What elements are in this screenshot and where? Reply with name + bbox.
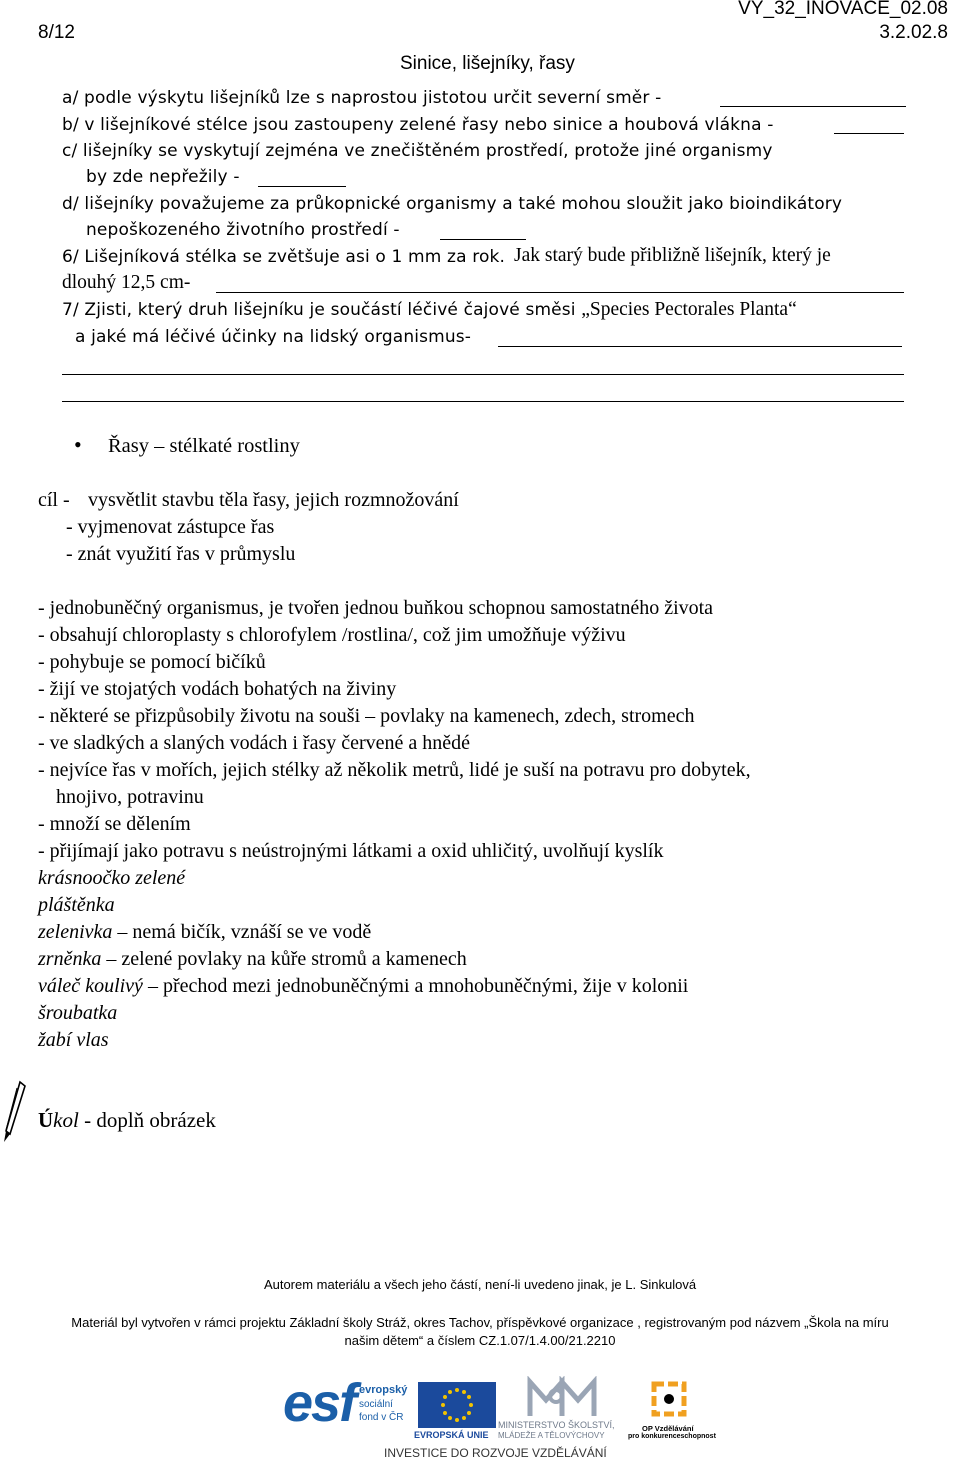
- fact-item: - jednobuněčný organismus, je tvořen jednou buňkou schopnou samostatného života: [38, 597, 714, 619]
- eu-label: EVROPSKÁ UNIE: [414, 1430, 489, 1440]
- fact-item: - pohybuje se pomocí bičíků: [38, 651, 266, 673]
- species-name: žabí vlas: [38, 1029, 109, 1051]
- esf-text: evropský: [359, 1384, 408, 1396]
- eu-flag-icon: [418, 1382, 496, 1428]
- fact-item: hnojivo, potravinu: [56, 786, 204, 808]
- question-7-line2: a jaké má léčivé účinky na lidský organismus-: [75, 327, 472, 347]
- section-bullet: •: [74, 432, 82, 457]
- question-c-line2: by zde nepřežily -: [86, 167, 240, 187]
- op-vk-label: OP Vzdělávání: [642, 1424, 694, 1433]
- task-label-first-letter: Ú: [38, 1108, 54, 1132]
- question-b: b/ v lišejníkové stélce jsou zastoupeny zelené řasy nebo sinice a houbová vlákna -: [62, 115, 774, 135]
- section-title: Řasy – stélkaté rostliny: [108, 435, 300, 457]
- species-item: [38, 867, 185, 890]
- species-name: pláštěnka: [38, 894, 115, 916]
- species-item: [38, 975, 688, 998]
- footer-author: Autorem materiálu a všech jeho částí, není-li uvedeno jinak, je L. Sinkulová: [263, 1277, 697, 1292]
- msmt-logo: [498, 1376, 628, 1442]
- answer-line-d[interactable]: [440, 239, 526, 240]
- op-vk-mark-icon: [640, 1380, 700, 1426]
- question-6-line1: 6/ Lišejníková stélka se zvětšuje asi o 1 mm za rok.: [62, 247, 506, 267]
- footer-project-line1: Materiál byl vytvořen v rámci projektu Základní školy Stráž, okres Tachov, příspěvkové organizace , registrovaným pod názvem „Škola na míru: [71, 1315, 889, 1330]
- task-line: [38, 1108, 216, 1133]
- answer-line-6[interactable]: [216, 292, 904, 293]
- fact-item: - žijí ve stojatých vodách bohatých na živiny: [38, 678, 397, 700]
- species-description: – přechod mezi jednobuněčnými a mnohobuněčnými, žije v kolonii: [142, 975, 689, 997]
- op-vk-label: pro konkurenceschopnost: [628, 1433, 716, 1440]
- species-description: – zelené povlaky na kůře stromů a kamenech: [101, 948, 467, 970]
- page-number: 8/12: [38, 22, 75, 43]
- esf-logo-mark: esf: [283, 1373, 356, 1433]
- species-name: zelenivka: [38, 921, 113, 943]
- msmt-label: MLÁDEŽE A TĚLOVÝCHOVY: [498, 1431, 605, 1440]
- fact-item: - nejvíce řas v mořích, jejich stélky až několik metrů, lidé je suší na potravu pro dobytek,: [38, 759, 751, 781]
- question-7-text: 7/ Zjisti, který druh lišejníku je součástí léčivé čajové směsi: [62, 300, 582, 320]
- species-name: „Species Pectorales Planta“: [581, 299, 797, 320]
- esf-text: sociální: [359, 1399, 393, 1410]
- fact-item: - množí se dělením: [38, 813, 191, 835]
- fact-item: - ve sladkých a slaných vodách i řasy červené a hnědé: [38, 732, 471, 754]
- answer-line-7a[interactable]: [498, 346, 902, 347]
- question-d-line1: d/ lišejníky považujeme za průkopnické organismy a také mohou sloužit jako bioindikátory: [62, 194, 843, 214]
- task-text: - doplň obrázek: [78, 1108, 216, 1132]
- goals-label: cíl -: [38, 489, 70, 511]
- species-name: váleč koulivý: [38, 975, 143, 997]
- msmt-label: MINISTERSTVO ŠKOLSTVÍ,: [498, 1420, 615, 1430]
- esf-logo: [283, 1373, 408, 1440]
- question-6-line2: dlouhý 12,5 cm-: [62, 272, 191, 293]
- species-item: [38, 1029, 109, 1052]
- species-name: krásnoočko zelené: [38, 867, 186, 889]
- question-a: a/ podle výskytu lišejníků lze s naprostou jistotou určit severní směr -: [62, 88, 662, 108]
- fact-item: - obsahují chloroplasty s chlorofylem /rostlina/, což jim umožňuje výživu: [38, 624, 626, 646]
- page-subtitle: Sinice, lišejníky, řasy: [400, 53, 575, 74]
- esf-text: fond v ČR: [359, 1412, 404, 1423]
- goal-item: - vyjmenovat zástupce řas: [66, 516, 275, 538]
- species-item: [38, 921, 371, 944]
- op-vk-logo: [628, 1380, 718, 1444]
- footer-project-line2: našim dětem“ a číslem CZ.1.07/1.4.00/21.2210: [344, 1333, 616, 1348]
- pen-icon: [0, 1080, 28, 1144]
- answer-line-7b[interactable]: [62, 374, 904, 375]
- question-c-line1: c/ lišejníky se vyskytují zejména ve znečištěném prostředí, protože jiné organismy: [62, 141, 773, 161]
- question-7-line1: [62, 299, 797, 321]
- species-item: [38, 1002, 117, 1025]
- footer-slogan: INVESTICE DO ROZVOJE VZDĚLÁVÁNÍ: [384, 1446, 607, 1460]
- answer-line-c[interactable]: [258, 186, 346, 187]
- goal-item: - znát využití řas v průmyslu: [66, 543, 296, 565]
- document-code: VY_32_INOVACE_02.08: [738, 0, 948, 19]
- eu-logo: [414, 1382, 498, 1442]
- answer-line-b[interactable]: [834, 133, 904, 134]
- fact-item: - přijímají jako potravu s neústrojnými látkami a oxid uhličitý, uvolňují kyslík: [38, 840, 664, 862]
- msmt-mark-icon: [498, 1376, 628, 1420]
- answer-line-7c[interactable]: [62, 401, 904, 402]
- species-description: – nemá bičík, vznáší se ve vodě: [112, 921, 372, 943]
- question-6-line1b: Jak starý bude přibližně lišejník, který je: [514, 245, 831, 266]
- fact-item: - některé se přizpůsobily životu na souši – povlaky na kamenech, zdech, stromech: [38, 705, 695, 727]
- document-subcode: 3.2.02.8: [879, 22, 948, 43]
- species-item: [38, 948, 467, 971]
- question-d-line2: nepoškozeného životního prostředí -: [86, 220, 400, 240]
- species-name: zrněnka: [38, 948, 102, 970]
- answer-line-a[interactable]: [720, 106, 906, 107]
- task-label: kol: [53, 1108, 79, 1132]
- species-item: [38, 894, 115, 917]
- goal-item: vysvětlit stavbu těla řasy, jejich rozmnožování: [88, 489, 459, 511]
- species-name: šroubatka: [38, 1002, 118, 1024]
